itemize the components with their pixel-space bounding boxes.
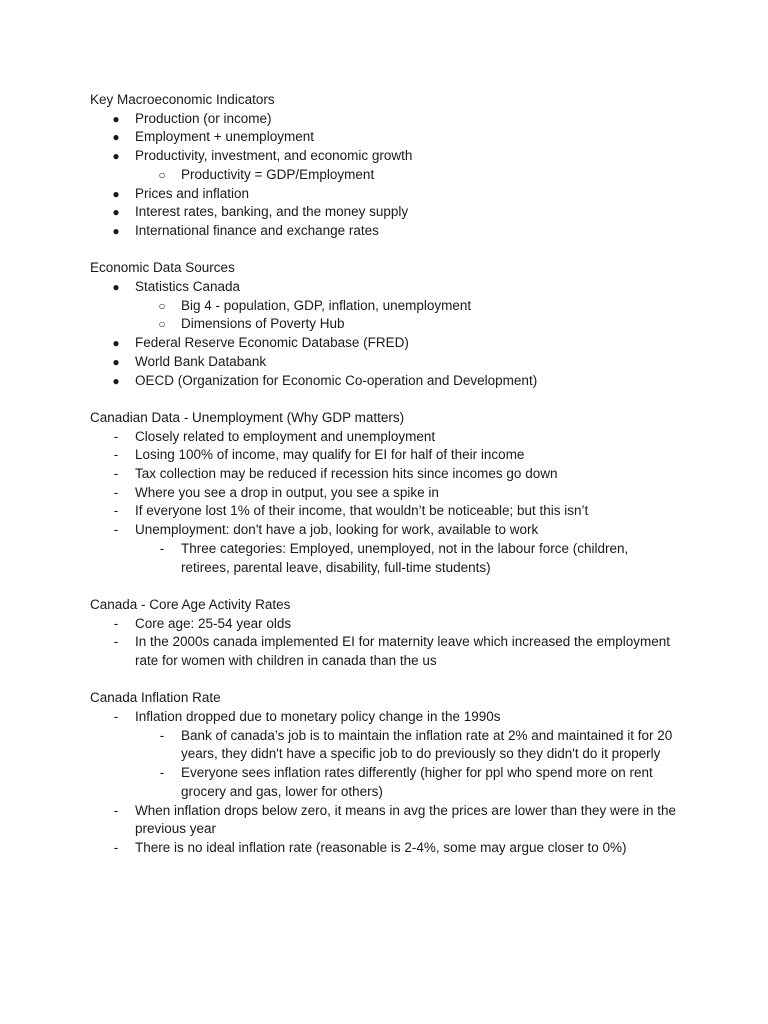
list-item: [90, 484, 680, 503]
list-item: [90, 185, 680, 204]
dash-marker: -: [113, 465, 119, 481]
list-item: [90, 839, 680, 858]
sub-list-item: [90, 297, 680, 316]
dash-marker: -: [113, 522, 119, 538]
list-item-text: Statistics Canada: [135, 278, 241, 294]
list-item: [90, 615, 680, 634]
list-item-text: Closely related to employment and unemployment: [135, 428, 436, 444]
list-item-text: Unemployment: don't have a job, looking for work, available to work: [135, 522, 539, 538]
list-item-text: Bank of canada’s job is to maintain the inflation rate at 2% and maintained it for 20 years, they didn't have a specific job to do previously so they didn't do it properly: [181, 727, 673, 762]
dash-marker: -: [113, 484, 119, 500]
sub-list-item: [90, 166, 680, 185]
list-item: [90, 353, 680, 372]
section-heading: Key Macroeconomic Indicators: [90, 92, 275, 107]
list-item-text: Federal Reserve Economic Database (FRED): [135, 335, 409, 351]
list-item-text: OECD (Organization for Economic Co-operation and Development): [135, 372, 538, 388]
bullet-marker: ●: [112, 336, 120, 351]
dash-marker: -: [113, 428, 119, 444]
bullet-marker: ●: [112, 373, 120, 388]
list-item-text: Employment + unemployment: [135, 129, 314, 145]
dash-marker: -: [159, 727, 165, 743]
list-item-text: Dimensions of Poverty Hub: [181, 316, 345, 332]
notes-page: [90, 91, 680, 876]
section-heading: Canada - Core Age Activity Rates: [90, 596, 291, 612]
list-item-text: International finance and exchange rates: [135, 222, 379, 238]
list-item-text: When inflation drops below zero, it means in avg the prices are lower than they were in the previous year: [135, 802, 677, 837]
notes-section: [90, 689, 680, 857]
dash-marker: -: [113, 802, 119, 818]
list-item: [90, 110, 680, 129]
list-item-text: Where you see a drop in output, you see a spike in: [135, 484, 439, 500]
circle-marker: ○: [158, 298, 166, 313]
section-heading: Canada Inflation Rate: [90, 690, 221, 706]
dash-marker: -: [113, 615, 119, 631]
list-item-text: Productivity, investment, and economic growth: [135, 148, 413, 164]
section-heading: Canadian Data - Unemployment (Why GDP matters): [90, 409, 405, 425]
sub-list-item: [90, 540, 680, 577]
list-item: [90, 147, 680, 166]
list-item: [90, 446, 680, 465]
dash-marker: -: [159, 765, 165, 781]
list-item-text: Losing 100% of income, may qualify for EI for half of their income: [135, 447, 525, 463]
list-item: [90, 203, 680, 222]
list-item-text: There is no ideal inflation rate (reasonable is 2-4%, some may argue closer to 0%): [135, 839, 627, 855]
notes-section: [90, 91, 680, 241]
list-item: [90, 428, 680, 447]
list-item: [90, 372, 680, 391]
list-item-text: Tax collection may be reduced if recession hits since incomes go down: [135, 465, 558, 481]
list-item: [90, 278, 680, 297]
list-item-text: Interest rates, banking, and the money supply: [135, 204, 409, 220]
list-item-text: Three categories: Employed, unemployed, not in the labour force (children, retirees, parental leave, disability, full-time students): [181, 540, 629, 575]
list-item-text: Productivity = GDP/Employment: [181, 166, 375, 182]
sub-list-item: [90, 315, 680, 334]
dash-marker: -: [159, 540, 165, 556]
list-item: [90, 334, 680, 353]
list-item: [90, 521, 680, 540]
bullet-marker: ●: [112, 149, 120, 164]
sub-list-item: [90, 764, 680, 801]
dash-marker: -: [113, 447, 119, 463]
section-heading: Economic Data Sources: [90, 260, 235, 276]
dash-marker: -: [113, 634, 119, 650]
list-item-text: If everyone lost 1% of their income, that wouldn’t be noticeable; but this isn’t: [135, 503, 589, 519]
notes-section: [90, 409, 680, 577]
dash-marker: -: [113, 839, 119, 855]
bullet-marker: ●: [112, 186, 120, 201]
bullet-marker: ●: [112, 354, 120, 369]
notes-section: [90, 596, 680, 671]
sub-list-item: [90, 727, 680, 764]
dash-marker: -: [113, 709, 119, 725]
circle-marker: ○: [158, 317, 166, 332]
list-item: [90, 465, 680, 484]
list-item: [90, 708, 680, 727]
bullet-marker: ●: [112, 111, 120, 126]
list-item: [90, 502, 680, 521]
list-item: [90, 802, 680, 839]
bullet-marker: ●: [112, 205, 120, 220]
notes-section: [90, 259, 680, 390]
list-item-text: In the 2000s canada implemented EI for maternity leave which increased the employment rate for women with children in canada than the us: [135, 634, 671, 668]
list-item-text: Inflation dropped due to monetary policy change in the 1990s: [135, 709, 501, 725]
bullet-marker: ●: [112, 223, 120, 238]
list-item-text: Everyone sees inflation rates differently (higher for ppl who spend more on rent grocery and gas, lower for others): [181, 765, 653, 799]
bullet-marker: ●: [112, 130, 120, 145]
list-item: [90, 222, 680, 241]
list-item: [90, 128, 680, 147]
list-item-text: World Bank Databank: [135, 353, 267, 369]
list-item-text: Big 4 - population, GDP, inflation, unemployment: [181, 297, 472, 313]
circle-marker: ○: [158, 167, 166, 182]
list-item: [90, 633, 680, 670]
list-item-text: Production (or income): [135, 110, 272, 126]
list-item-text: Core age: 25-54 year olds: [135, 615, 292, 631]
list-item-text: Prices and inflation: [135, 185, 250, 201]
bullet-marker: ●: [112, 279, 120, 294]
dash-marker: -: [113, 503, 119, 519]
